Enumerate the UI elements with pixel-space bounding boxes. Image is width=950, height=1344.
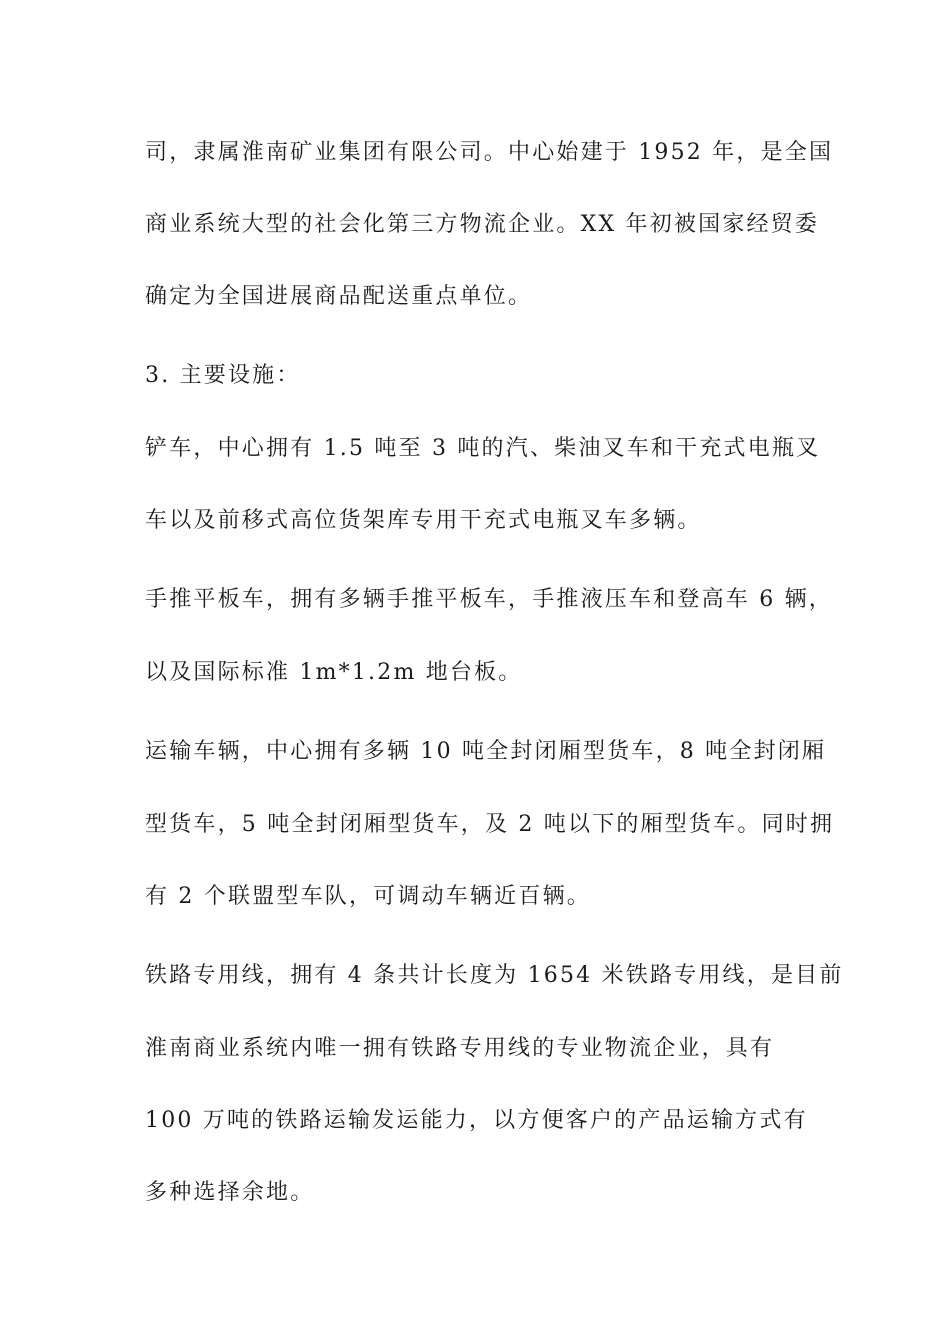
text-line: 淮南商业系统内唯一拥有铁路专用线的专业物流企业，具有 [145,1036,775,1061]
text-line: 商业系统大型的社会化第三方物流企业。XX 年初被国家经贸委 [145,212,820,237]
text-line: 铁路专用线，拥有 4 条共计长度为 1654 米铁路专用线，是目前 [145,963,844,988]
text-line: 100 万吨的铁路运输发运能力，以方便客户的产品运输方式有 [145,1108,808,1133]
text-line: 铲车，中心拥有 1.5 吨至 3 吨的汽、柴油叉车和干充式电瓶叉 [145,436,821,461]
section-heading: 3. 主要设施： [145,363,301,388]
text-line: 运输车辆，中心拥有多辆 10 吨全封闭厢型货车，8 吨全封闭厢 [145,739,827,764]
text-line: 有 2 个联盟型车队，可调动车辆近百辆。 [145,884,591,909]
text-line: 以及国际标准 1m*1.2m 地台板。 [145,660,523,685]
text-line: 确定为全国进展商品配送重点单位。 [145,284,533,309]
text-line: 车以及前移式高位货架库专用干充式电瓶叉车多辆。 [145,508,702,533]
text-line: 多种选择余地。 [145,1180,315,1205]
text-line: 司，隶属淮南矿业集团有限公司。中心始建于 1952 年，是全国 [145,140,834,165]
text-line: 手推平板车，拥有多辆手推平板车，手推液压车和登高车 6 辆， [145,587,833,612]
text-line: 型货车，5 吨全封闭厢型货车，及 2 吨以下的厢型货车。同时拥 [145,812,835,837]
